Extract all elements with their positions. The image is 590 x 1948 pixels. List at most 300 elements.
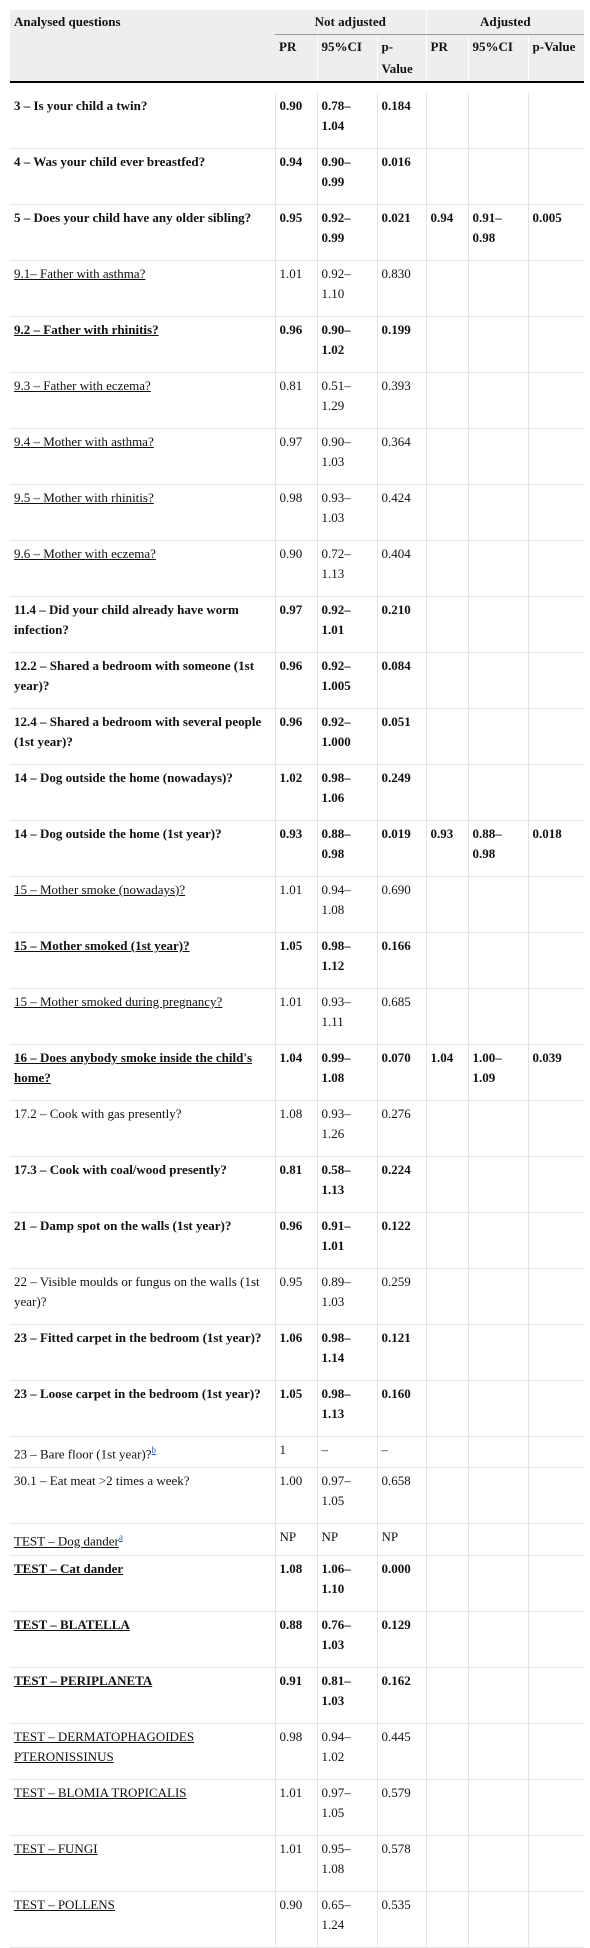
ci-cell: 0.92–1.01 — [317, 597, 377, 653]
p-value-cell: 0.019 — [377, 821, 426, 877]
table-row — [10, 1101, 584, 1157]
table-row — [10, 541, 584, 597]
adjusted-pr-cell — [426, 1611, 468, 1667]
adjusted-p-value-cell — [528, 1555, 584, 1611]
p-value-cell: 0.249 — [377, 765, 426, 821]
adjusted-pr-cell — [426, 1667, 468, 1723]
ci-cell: 0.94–1.02 — [317, 1723, 377, 1779]
p-value-cell: 0.160 — [377, 1381, 426, 1437]
adjusted-ci-cell — [468, 653, 528, 709]
question-cell — [10, 1045, 275, 1101]
adjusted-p-value-cell: 0.039 — [528, 1045, 584, 1101]
ci-cell: 0.92–1.000 — [317, 709, 377, 765]
p-value-cell: 0.084 — [377, 653, 426, 709]
adjusted-p-value-cell — [528, 933, 584, 989]
pr-cell: 1.06 — [275, 1325, 317, 1381]
table-row — [10, 1779, 584, 1835]
footnote-link[interactable]: a — [118, 1532, 123, 1543]
ci-cell: 0.94–1.08 — [317, 877, 377, 933]
p-value-cell: 0.070 — [377, 1045, 426, 1101]
adjusted-ci-cell — [468, 1779, 528, 1835]
header-adjusted-pr: PR — [426, 35, 468, 83]
question-text: 4 – Was your child ever breastfed? — [14, 154, 206, 169]
question-text: 22 – Visible moulds or fungus on the walls (1st year)? — [14, 1274, 260, 1309]
ci-cell: 0.93–1.03 — [317, 485, 377, 541]
adjusted-ci-cell — [468, 1835, 528, 1891]
adjusted-pr-cell: 0.93 — [426, 821, 468, 877]
adjusted-p-value-cell: 0.018 — [528, 821, 584, 877]
table-row — [10, 1667, 584, 1723]
adjusted-pr-cell — [426, 261, 468, 317]
adjusted-ci-cell — [468, 1101, 528, 1157]
question-text: 5 – Does your child have any older sibling? — [14, 210, 252, 225]
question-text: TEST – POLLENS — [14, 1896, 115, 1912]
adjusted-ci-cell — [468, 1325, 528, 1381]
question-text: TEST – FUNGI — [14, 1840, 98, 1856]
p-value-cell: 0.830 — [377, 261, 426, 317]
ci-cell: 0.93–1.11 — [317, 989, 377, 1045]
p-value-cell: 0.051 — [377, 709, 426, 765]
question-cell — [10, 1437, 275, 1468]
question-cell — [10, 933, 275, 989]
table-row — [10, 933, 584, 989]
adjusted-ci-cell — [468, 1555, 528, 1611]
pr-cell: 0.81 — [275, 373, 317, 429]
adjusted-pr-cell — [426, 1555, 468, 1611]
header-not-adjusted: Not adjusted — [275, 10, 426, 35]
table-row — [10, 1269, 584, 1325]
question-cell — [10, 373, 275, 429]
adjusted-p-value-cell — [528, 1611, 584, 1667]
p-value-cell: 0.685 — [377, 989, 426, 1045]
question-text: 14 – Dog outside the home (1st year)? — [14, 826, 222, 841]
p-value-cell: 0.162 — [377, 1667, 426, 1723]
question-text: 30.1 – Eat meat >2 times a week? — [14, 1473, 190, 1489]
question-cell — [10, 1213, 275, 1269]
question-cell — [10, 1101, 275, 1157]
pr-cell: 1.05 — [275, 1381, 317, 1437]
question-cell — [10, 1269, 275, 1325]
table-row — [10, 1524, 584, 1555]
pr-cell: 1.01 — [275, 1835, 317, 1891]
adjusted-pr-cell — [426, 485, 468, 541]
question-text: 9.3 – Father with eczema? — [14, 378, 151, 393]
p-value-cell: 0.578 — [377, 1835, 426, 1891]
pr-cell: 0.96 — [275, 1213, 317, 1269]
adjusted-p-value-cell — [528, 373, 584, 429]
table-row — [10, 821, 584, 877]
question-text: 23 – Loose carpet in the bedroom (1st year)? — [14, 1386, 261, 1401]
question-text: 9.1– Father with asthma? — [14, 266, 146, 281]
question-cell — [10, 1835, 275, 1891]
adjusted-pr-cell — [426, 1524, 468, 1555]
adjusted-pr-cell — [426, 877, 468, 933]
adjusted-ci-cell — [468, 317, 528, 373]
question-cell — [10, 485, 275, 541]
p-value-cell: 0.259 — [377, 1269, 426, 1325]
question-cell — [10, 205, 275, 261]
adjusted-ci-cell — [468, 765, 528, 821]
adjusted-pr-cell — [426, 653, 468, 709]
adjusted-ci-cell — [468, 485, 528, 541]
table-row — [10, 1891, 584, 1947]
adjusted-pr-cell: 1.04 — [426, 1045, 468, 1101]
adjusted-p-value-cell — [528, 1213, 584, 1269]
adjusted-ci-cell — [468, 261, 528, 317]
pr-cell: 1.02 — [275, 765, 317, 821]
adjusted-p-value-cell — [528, 1269, 584, 1325]
adjusted-p-value-cell — [528, 989, 584, 1045]
table-row — [10, 93, 584, 149]
pr-cell: 1.08 — [275, 1555, 317, 1611]
table-row — [10, 1835, 584, 1891]
adjusted-ci-cell — [468, 373, 528, 429]
adjusted-pr-cell — [426, 1101, 468, 1157]
table-row — [10, 205, 584, 261]
ci-cell: 0.81–1.03 — [317, 1667, 377, 1723]
question-cell — [10, 821, 275, 877]
pr-cell: 1.01 — [275, 261, 317, 317]
question-text: 23 – Fitted carpet in the bedroom (1st year)? — [14, 1330, 262, 1345]
p-value-cell: – — [377, 1437, 426, 1468]
pr-cell: 0.97 — [275, 429, 317, 485]
adjusted-pr-cell — [426, 1325, 468, 1381]
ci-cell: 0.98–1.14 — [317, 1325, 377, 1381]
p-value-cell: 0.393 — [377, 373, 426, 429]
table-row — [10, 149, 584, 205]
adjusted-p-value-cell: 0.005 — [528, 205, 584, 261]
ci-cell: 0.92–1.005 — [317, 653, 377, 709]
ci-cell: 0.95–1.08 — [317, 1835, 377, 1891]
ci-cell: 0.97–1.05 — [317, 1779, 377, 1835]
results-table — [10, 10, 584, 1948]
adjusted-pr-cell — [426, 317, 468, 373]
pr-cell: 0.98 — [275, 1723, 317, 1779]
p-value-cell: 0.000 — [377, 1555, 426, 1611]
adjusted-p-value-cell — [528, 1723, 584, 1779]
pr-cell: 0.81 — [275, 1157, 317, 1213]
ci-cell: 0.72–1.13 — [317, 541, 377, 597]
adjusted-p-value-cell — [528, 1381, 584, 1437]
question-text: 16 – Does anybody smoke inside the child's home? — [14, 1050, 253, 1085]
adjusted-p-value-cell — [528, 1437, 584, 1468]
adjusted-p-value-cell — [528, 93, 584, 149]
adjusted-ci-cell — [468, 541, 528, 597]
adjusted-ci-cell — [468, 1157, 528, 1213]
ci-cell: 0.98–1.12 — [317, 933, 377, 989]
table-row — [10, 877, 584, 933]
pr-cell: 1.01 — [275, 877, 317, 933]
adjusted-p-value-cell — [528, 261, 584, 317]
table-row — [10, 597, 584, 653]
ci-cell: 0.91–1.01 — [317, 1213, 377, 1269]
adjusted-ci-cell — [468, 1524, 528, 1555]
adjusted-p-value-cell — [528, 709, 584, 765]
adjusted-pr-cell — [426, 149, 468, 205]
adjusted-pr-cell — [426, 1213, 468, 1269]
p-value-cell: 0.364 — [377, 429, 426, 485]
adjusted-pr-cell — [426, 1157, 468, 1213]
table-body — [10, 93, 584, 1947]
p-value-cell: 0.122 — [377, 1213, 426, 1269]
adjusted-p-value-cell — [528, 877, 584, 933]
question-text: 12.4 – Shared a bedroom with several people (1st year)? — [14, 714, 262, 749]
table-header — [10, 10, 584, 93]
adjusted-ci-cell — [468, 93, 528, 149]
table-row — [10, 1468, 584, 1524]
ci-cell: 0.98–1.06 — [317, 765, 377, 821]
pr-cell: 1.00 — [275, 1468, 317, 1524]
table-row — [10, 1437, 584, 1468]
pr-cell: 0.96 — [275, 653, 317, 709]
question-cell — [10, 1157, 275, 1213]
pr-cell: 0.90 — [275, 541, 317, 597]
p-value-cell: 0.199 — [377, 317, 426, 373]
adjusted-ci-cell — [468, 989, 528, 1045]
ci-cell: 0.90–1.02 — [317, 317, 377, 373]
ci-cell: 0.51–1.29 — [317, 373, 377, 429]
p-value-cell: 0.445 — [377, 1723, 426, 1779]
pr-cell: 1.08 — [275, 1101, 317, 1157]
adjusted-pr-cell — [426, 93, 468, 149]
pr-cell: 1.04 — [275, 1045, 317, 1101]
adjusted-pr-cell — [426, 1437, 468, 1468]
adjusted-pr-cell — [426, 1468, 468, 1524]
ci-cell: 0.65–1.24 — [317, 1891, 377, 1947]
adjusted-ci-cell — [468, 877, 528, 933]
p-value-cell: 0.535 — [377, 1891, 426, 1947]
p-value-cell: 0.184 — [377, 93, 426, 149]
adjusted-p-value-cell — [528, 597, 584, 653]
question-cell — [10, 1723, 275, 1779]
pr-cell: 0.95 — [275, 1269, 317, 1325]
table-row — [10, 1723, 584, 1779]
question-cell — [10, 597, 275, 653]
question-cell — [10, 93, 275, 149]
p-value-cell: 0.690 — [377, 877, 426, 933]
question-cell — [10, 317, 275, 373]
ci-cell: 0.88–0.98 — [317, 821, 377, 877]
question-cell — [10, 1325, 275, 1381]
question-text: TEST – BLOMIA TROPICALIS — [14, 1784, 187, 1800]
pr-cell: 0.90 — [275, 1891, 317, 1947]
ci-cell: NP — [317, 1524, 377, 1555]
adjusted-p-value-cell — [528, 653, 584, 709]
adjusted-p-value-cell — [528, 541, 584, 597]
pr-cell: 0.91 — [275, 1667, 317, 1723]
question-text: 23 – Bare floor (1st year)? — [14, 1446, 152, 1462]
question-cell — [10, 1555, 275, 1611]
adjusted-p-value-cell — [528, 1667, 584, 1723]
question-text: TEST – BLATELLA — [14, 1616, 130, 1632]
question-text: 9.2 – Father with rhinitis? — [14, 322, 159, 337]
adjusted-ci-cell: 0.88–0.98 — [468, 821, 528, 877]
adjusted-ci-cell — [468, 1667, 528, 1723]
adjusted-p-value-cell — [528, 1325, 584, 1381]
adjusted-pr-cell — [426, 541, 468, 597]
p-value-cell: 0.579 — [377, 1779, 426, 1835]
ci-cell: 0.58–1.13 — [317, 1157, 377, 1213]
question-text: TEST – DERMATOPHAGOIDES PTERONISSINUS — [14, 1728, 195, 1764]
pr-cell: 0.98 — [275, 485, 317, 541]
adjusted-pr-cell — [426, 933, 468, 989]
ci-cell: 0.90–0.99 — [317, 149, 377, 205]
question-text: 12.2 – Shared a bedroom with someone (1st year)? — [14, 658, 255, 693]
question-cell — [10, 989, 275, 1045]
adjusted-p-value-cell — [528, 1101, 584, 1157]
pr-cell: 1.01 — [275, 989, 317, 1045]
question-cell — [10, 1524, 275, 1555]
adjusted-p-value-cell — [528, 485, 584, 541]
table-row — [10, 429, 584, 485]
question-cell — [10, 149, 275, 205]
table-row — [10, 1381, 584, 1437]
adjusted-p-value-cell — [528, 1835, 584, 1891]
p-value-cell: 0.121 — [377, 1325, 426, 1381]
pr-cell: 0.88 — [275, 1611, 317, 1667]
adjusted-p-value-cell — [528, 1157, 584, 1213]
table-row — [10, 1157, 584, 1213]
header-questions: Analysed questions — [10, 10, 275, 82]
pr-cell: 0.97 — [275, 597, 317, 653]
header-adjusted-p-value: p-Value — [528, 35, 584, 83]
question-text: 21 – Damp spot on the walls (1st year)? — [14, 1218, 232, 1233]
adjusted-ci-cell — [468, 1723, 528, 1779]
adjusted-ci-cell — [468, 1891, 528, 1947]
header-ci: 95%CI — [317, 35, 377, 83]
adjusted-pr-cell — [426, 709, 468, 765]
p-value-cell: 0.166 — [377, 933, 426, 989]
question-text: 11.4 – Did your child already have worm infection? — [14, 602, 239, 637]
footnote-link[interactable]: b — [151, 1445, 157, 1455]
pr-cell: 0.96 — [275, 709, 317, 765]
adjusted-ci-cell — [468, 1381, 528, 1437]
pr-cell: 1.05 — [275, 933, 317, 989]
adjusted-pr-cell — [426, 373, 468, 429]
ci-cell: 0.89–1.03 — [317, 1269, 377, 1325]
question-text: 9.6 – Mother with eczema? — [14, 546, 156, 561]
adjusted-ci-cell — [468, 597, 528, 653]
question-text: 9.4 – Mother with asthma? — [14, 434, 154, 449]
question-cell — [10, 653, 275, 709]
p-value-cell: 0.276 — [377, 1101, 426, 1157]
pr-cell: 0.94 — [275, 149, 317, 205]
table-row — [10, 1555, 584, 1611]
adjusted-ci-cell — [468, 1437, 528, 1468]
table-row — [10, 373, 584, 429]
ci-cell: 0.92–1.10 — [317, 261, 377, 317]
pr-cell: 0.93 — [275, 821, 317, 877]
adjusted-pr-cell — [426, 1835, 468, 1891]
adjusted-ci-cell — [468, 709, 528, 765]
adjusted-ci-cell: 0.91–0.98 — [468, 205, 528, 261]
ci-cell: 0.90–1.03 — [317, 429, 377, 485]
table-row — [10, 1213, 584, 1269]
pr-cell: 0.96 — [275, 317, 317, 373]
adjusted-p-value-cell — [528, 1779, 584, 1835]
question-text: 14 – Dog outside the home (nowadays)? — [14, 770, 233, 785]
table-row — [10, 1045, 584, 1101]
adjusted-pr-cell — [426, 1381, 468, 1437]
adjusted-p-value-cell — [528, 149, 584, 205]
p-value-cell: 0.210 — [377, 597, 426, 653]
ci-cell: 0.93–1.26 — [317, 1101, 377, 1157]
question-cell — [10, 1779, 275, 1835]
ci-cell: 0.92–0.99 — [317, 205, 377, 261]
table-row — [10, 317, 584, 373]
question-cell — [10, 261, 275, 317]
adjusted-p-value-cell — [528, 317, 584, 373]
ci-cell: 0.98–1.13 — [317, 1381, 377, 1437]
table-row — [10, 1611, 584, 1667]
adjusted-ci-cell — [468, 1611, 528, 1667]
ci-cell: – — [317, 1437, 377, 1468]
p-value-cell: 0.021 — [377, 205, 426, 261]
adjusted-p-value-cell — [528, 1891, 584, 1947]
pr-cell: NP — [275, 1524, 317, 1555]
question-text: TEST – PERIPLANETA — [14, 1672, 153, 1688]
table-row — [10, 485, 584, 541]
p-value-cell: 0.424 — [377, 485, 426, 541]
p-value-cell: 0.658 — [377, 1468, 426, 1524]
ci-cell: 0.78–1.04 — [317, 93, 377, 149]
p-value-cell: NP — [377, 1524, 426, 1555]
question-cell — [10, 1468, 275, 1524]
adjusted-pr-cell — [426, 1891, 468, 1947]
ci-cell: 0.99–1.08 — [317, 1045, 377, 1101]
question-text: TEST – Dog dander — [14, 1533, 119, 1549]
adjusted-ci-cell — [468, 149, 528, 205]
header-p-value: p-Value — [377, 35, 426, 83]
question-text: 3 – Is your child a twin? — [14, 98, 148, 113]
table-row — [10, 989, 584, 1045]
pr-cell: 1 — [275, 1437, 317, 1468]
pr-cell: 1.01 — [275, 1779, 317, 1835]
header-rule — [10, 82, 584, 93]
p-value-cell: 0.016 — [377, 149, 426, 205]
table-row — [10, 261, 584, 317]
ci-cell: 1.06–1.10 — [317, 1555, 377, 1611]
adjusted-p-value-cell — [528, 429, 584, 485]
question-text: 15 – Mother smoked during pregnancy? — [14, 994, 223, 1009]
question-text: 9.5 – Mother with rhinitis? — [14, 490, 154, 505]
question-text: 17.3 – Cook with coal/wood presently? — [14, 1162, 227, 1177]
pr-cell: 0.95 — [275, 205, 317, 261]
table-row — [10, 653, 584, 709]
ci-cell: 0.76–1.03 — [317, 1611, 377, 1667]
adjusted-ci-cell — [468, 1468, 528, 1524]
table-row — [10, 765, 584, 821]
adjusted-pr-cell — [426, 1723, 468, 1779]
adjusted-p-value-cell — [528, 765, 584, 821]
adjusted-ci-cell — [468, 1213, 528, 1269]
question-cell — [10, 541, 275, 597]
header-adjusted: Adjusted — [426, 10, 584, 35]
question-cell — [10, 1891, 275, 1947]
ci-cell: 0.97–1.05 — [317, 1468, 377, 1524]
adjusted-ci-cell — [468, 1269, 528, 1325]
question-cell — [10, 1611, 275, 1667]
question-cell — [10, 877, 275, 933]
adjusted-p-value-cell — [528, 1468, 584, 1524]
question-text: 15 – Mother smoke (nowadays)? — [14, 882, 186, 897]
question-text: TEST – Cat dander — [14, 1560, 124, 1576]
question-cell — [10, 709, 275, 765]
adjusted-pr-cell — [426, 1779, 468, 1835]
adjusted-pr-cell — [426, 989, 468, 1045]
adjusted-pr-cell — [426, 765, 468, 821]
question-cell — [10, 1667, 275, 1723]
